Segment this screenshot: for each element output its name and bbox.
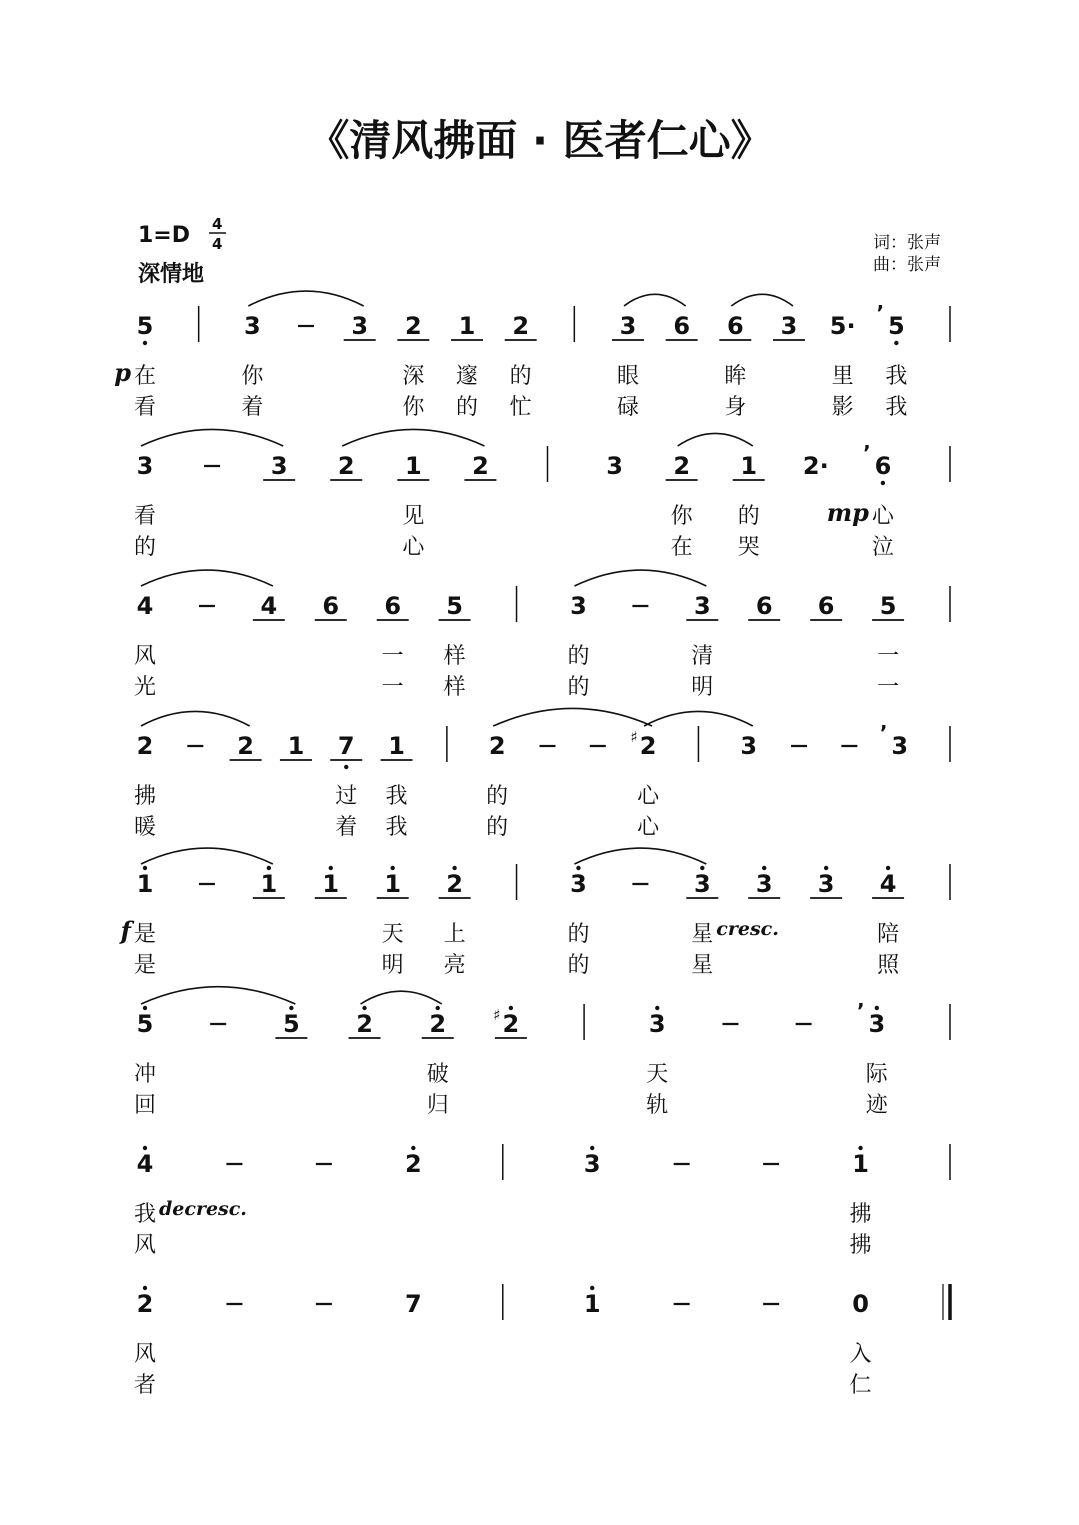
note: 2 bbox=[404, 1150, 422, 1178]
lyric-char: 的 bbox=[133, 535, 157, 560]
dynamic-marking: p bbox=[114, 358, 131, 387]
upper-octave-dot bbox=[875, 1006, 879, 1010]
note: 6 bbox=[726, 312, 744, 340]
upper-octave-dot bbox=[576, 866, 580, 870]
slur-arc bbox=[731, 294, 793, 306]
note: 1 bbox=[740, 452, 758, 480]
upper-octave-dot bbox=[700, 866, 704, 870]
lyric-char: 碌 bbox=[616, 395, 640, 420]
score-line-4 bbox=[134, 708, 950, 840]
upper-octave-dot bbox=[362, 1006, 366, 1010]
note: 1 bbox=[260, 870, 278, 898]
lyric-char: 的 bbox=[486, 784, 509, 809]
lyric-char: 我 bbox=[885, 395, 908, 420]
lyric-char: 哭 bbox=[737, 535, 760, 560]
lyric-char: 星 bbox=[691, 953, 714, 978]
upper-octave-dot bbox=[824, 866, 828, 870]
lyric-char: 破 bbox=[426, 1062, 449, 1087]
slur-arc bbox=[644, 711, 753, 726]
note: 2 bbox=[429, 1010, 447, 1038]
upper-octave-dot bbox=[411, 1146, 415, 1150]
score-lines bbox=[114, 291, 950, 1398]
lyric-char: 我 bbox=[385, 815, 408, 840]
lyric-char: 清 bbox=[691, 644, 714, 669]
score-line-8 bbox=[134, 1284, 950, 1398]
note: 5· bbox=[829, 312, 856, 340]
slur-arc bbox=[141, 570, 273, 586]
note: 1 bbox=[388, 732, 405, 760]
lower-octave-dot bbox=[143, 341, 147, 345]
lyric-char: 着 bbox=[335, 815, 358, 840]
lyric-char: 归 bbox=[426, 1093, 449, 1118]
note: 5 bbox=[446, 592, 463, 620]
lyric-char: 暖 bbox=[133, 815, 157, 840]
lyric-char: 光 bbox=[133, 675, 157, 700]
composer-credit: 曲：张声 bbox=[873, 255, 941, 275]
lyric-char: 我 bbox=[133, 1202, 157, 1227]
note: 3 bbox=[351, 312, 369, 340]
score-line-6 bbox=[134, 987, 950, 1118]
upper-octave-dot bbox=[858, 1146, 862, 1150]
note: 4 bbox=[136, 592, 154, 620]
slur-arc bbox=[574, 570, 706, 586]
note: 1 bbox=[136, 870, 154, 898]
note: 1 bbox=[852, 1150, 869, 1178]
lyric-char: 样 bbox=[443, 644, 466, 669]
lyric-char: 仁 bbox=[849, 1373, 872, 1398]
sharp-accidental: ♯ bbox=[630, 728, 638, 746]
breath-mark: ’ bbox=[876, 301, 885, 325]
lyric-char: 我 bbox=[385, 784, 408, 809]
note: 2· bbox=[802, 452, 829, 480]
lyric-char: 是 bbox=[133, 953, 157, 978]
upper-octave-dot bbox=[590, 1286, 594, 1290]
lyric-char: 拂 bbox=[849, 1233, 872, 1258]
lyric-char: 过 bbox=[335, 784, 358, 809]
upper-octave-dot bbox=[143, 866, 147, 870]
note: 3 bbox=[570, 870, 587, 898]
upper-octave-dot bbox=[452, 866, 456, 870]
lyric-char: 的 bbox=[567, 953, 590, 978]
lyric-char: 看 bbox=[133, 504, 157, 529]
lyric-char: 身 bbox=[724, 395, 747, 420]
lyric-char: 的 bbox=[737, 504, 760, 529]
lyric-char: 泣 bbox=[871, 535, 894, 560]
lower-octave-dot bbox=[344, 765, 348, 769]
lyric-char: 心 bbox=[871, 504, 894, 529]
dynamic-marking: mp bbox=[826, 498, 869, 527]
note: 2 bbox=[356, 1010, 373, 1038]
note: 3 bbox=[891, 732, 909, 760]
note: 3 bbox=[270, 452, 288, 480]
upper-octave-dot bbox=[436, 1006, 440, 1010]
lyric-char: 着 bbox=[241, 395, 264, 420]
note: 2 bbox=[488, 732, 506, 760]
note: 2 bbox=[639, 732, 657, 760]
lyric-char: 你 bbox=[402, 395, 425, 420]
note: 2 bbox=[237, 732, 254, 760]
upper-octave-dot bbox=[329, 866, 333, 870]
score-line-1 bbox=[114, 291, 950, 420]
lyric-char: 天 bbox=[646, 1062, 669, 1087]
lyric-char: 拂 bbox=[133, 784, 157, 809]
slur-arc bbox=[141, 848, 273, 864]
note: 6 bbox=[384, 592, 402, 620]
note: 2 bbox=[136, 1290, 154, 1318]
note: 3 bbox=[868, 1010, 886, 1038]
upper-octave-dot bbox=[655, 1006, 659, 1010]
lyric-char: 你 bbox=[241, 364, 264, 389]
lyric-char: 的 bbox=[455, 395, 479, 420]
dynamic-marking: f bbox=[120, 916, 131, 945]
note: 3 bbox=[136, 452, 154, 480]
note: 6 bbox=[874, 452, 892, 480]
lyric-char: 者 bbox=[133, 1373, 157, 1398]
note: 2 bbox=[446, 870, 463, 898]
slur-arc bbox=[342, 429, 484, 446]
note: 6 bbox=[817, 592, 835, 620]
lyric-char: 心 bbox=[402, 535, 425, 560]
note: 3 bbox=[570, 592, 587, 620]
slur-arc bbox=[361, 991, 442, 1004]
note: 3 bbox=[817, 870, 835, 898]
upper-octave-dot bbox=[509, 1006, 513, 1010]
note: 1 bbox=[287, 732, 305, 760]
note: 5 bbox=[136, 312, 154, 340]
slur-arc bbox=[624, 294, 686, 306]
lyric-char: 风 bbox=[133, 1342, 157, 1367]
expression-marking: decresc. bbox=[159, 1198, 247, 1220]
lyric-char: 在 bbox=[670, 535, 693, 560]
lyric-char: 迹 bbox=[865, 1093, 888, 1118]
note: 3 bbox=[780, 312, 798, 340]
note: 2 bbox=[502, 1010, 520, 1038]
lyric-char: 亮 bbox=[443, 953, 466, 978]
lyric-char: 风 bbox=[133, 644, 157, 669]
lyric-char: 我 bbox=[885, 364, 908, 389]
lyric-char: 上 bbox=[443, 922, 466, 947]
lyric-char: 邃 bbox=[455, 364, 479, 389]
slur-arc bbox=[493, 708, 652, 726]
score-title: 《清风拂面 · 医者仁心》 bbox=[307, 116, 773, 165]
lyric-char: 照 bbox=[877, 953, 900, 978]
slur-arc bbox=[574, 848, 706, 864]
breath-mark: ’ bbox=[857, 999, 865, 1023]
note: 2 bbox=[472, 452, 489, 480]
note: 7 bbox=[337, 732, 355, 760]
slur-arc bbox=[141, 429, 283, 446]
lower-octave-dot bbox=[894, 341, 898, 345]
note: 4 bbox=[136, 1150, 154, 1178]
note: 5 bbox=[879, 592, 897, 620]
note: 1 bbox=[458, 312, 476, 340]
upper-octave-dot bbox=[267, 866, 271, 870]
lyric-char: 冲 bbox=[133, 1062, 157, 1087]
lyric-char: 的 bbox=[567, 644, 590, 669]
note: 4 bbox=[260, 592, 278, 620]
lyric-char: 明 bbox=[381, 953, 404, 978]
upper-octave-dot bbox=[143, 1146, 147, 1150]
upper-octave-dot bbox=[590, 1146, 594, 1150]
lyric-char: 天 bbox=[381, 922, 404, 947]
note: 2 bbox=[136, 732, 154, 760]
score-line-3 bbox=[134, 570, 950, 700]
note: 5 bbox=[136, 1010, 154, 1038]
lyric-char: 一 bbox=[877, 675, 900, 700]
note: 6 bbox=[755, 592, 773, 620]
score-line-7 bbox=[134, 1144, 950, 1258]
note: 7 bbox=[404, 1290, 422, 1318]
lyric-char: 你 bbox=[670, 504, 693, 529]
lyric-char: 陪 bbox=[877, 922, 900, 947]
expression-marking: cresc. bbox=[716, 918, 779, 940]
note: 1 bbox=[384, 870, 402, 898]
note: 5 bbox=[887, 312, 905, 340]
note: 2 bbox=[673, 452, 691, 480]
note: 4 bbox=[879, 870, 897, 898]
sharp-accidental: ♯ bbox=[493, 1006, 501, 1024]
lyric-char: 心 bbox=[637, 815, 660, 840]
note: 5 bbox=[283, 1010, 300, 1038]
lyric-char: 影 bbox=[831, 395, 854, 420]
note: 6 bbox=[322, 592, 340, 620]
tempo-marking: 深情地 bbox=[138, 262, 205, 287]
lyric-char: 在 bbox=[133, 364, 157, 389]
note: 1 bbox=[322, 870, 340, 898]
score-line-2 bbox=[134, 429, 950, 560]
lyric-char: 入 bbox=[849, 1342, 872, 1367]
lyric-char: 样 bbox=[443, 675, 466, 700]
note: 0 bbox=[852, 1290, 869, 1318]
lyric-char: 的 bbox=[486, 815, 509, 840]
note: 1 bbox=[404, 452, 422, 480]
lyric-char: 眼 bbox=[616, 364, 640, 389]
slur-arc bbox=[248, 291, 363, 306]
note: 3 bbox=[693, 870, 711, 898]
breath-mark: ’ bbox=[863, 441, 871, 465]
lower-octave-dot bbox=[881, 481, 885, 485]
note: 3 bbox=[606, 452, 623, 480]
lyric-char: 看 bbox=[133, 395, 157, 420]
upper-octave-dot bbox=[886, 866, 890, 870]
note: 3 bbox=[243, 312, 261, 340]
lyric-char: 一 bbox=[381, 644, 404, 669]
lyricist-credit: 词：张声 bbox=[873, 233, 941, 253]
lyric-char: 见 bbox=[402, 504, 425, 529]
lyric-char: 深 bbox=[402, 364, 425, 389]
lyric-char: 忙 bbox=[509, 395, 532, 420]
note: 2 bbox=[404, 312, 422, 340]
time-signature-bottom: 4 bbox=[212, 235, 223, 253]
score-line-5 bbox=[119, 848, 950, 978]
lyric-char: 拂 bbox=[849, 1202, 872, 1227]
lyric-char: 的 bbox=[567, 922, 590, 947]
slur-arc bbox=[678, 433, 753, 446]
note: 3 bbox=[583, 1150, 601, 1178]
lyric-char: 眸 bbox=[724, 364, 747, 389]
note: 3 bbox=[755, 870, 773, 898]
time-signature-top: 4 bbox=[212, 215, 223, 233]
slur-arc bbox=[141, 711, 250, 726]
upper-octave-dot bbox=[762, 866, 766, 870]
upper-octave-dot bbox=[143, 1006, 147, 1010]
lyric-char: 星 bbox=[691, 922, 714, 947]
breath-mark: ’ bbox=[879, 721, 888, 745]
note: 3 bbox=[648, 1010, 666, 1038]
lyric-char: 一 bbox=[381, 675, 404, 700]
note: 3 bbox=[693, 592, 711, 620]
upper-octave-dot bbox=[390, 866, 394, 870]
lyric-char: 际 bbox=[865, 1062, 888, 1087]
lyric-char: 心 bbox=[637, 784, 660, 809]
note: 2 bbox=[512, 312, 530, 340]
lyric-char: 里 bbox=[831, 364, 854, 389]
note: 2 bbox=[337, 452, 355, 480]
upper-octave-dot bbox=[289, 1006, 293, 1010]
lyric-char: 的 bbox=[567, 675, 590, 700]
note: 3 bbox=[740, 732, 758, 760]
note: 6 bbox=[673, 312, 691, 340]
lyric-char: 明 bbox=[691, 675, 714, 700]
note: 1 bbox=[583, 1290, 601, 1318]
lyric-char: 回 bbox=[133, 1093, 157, 1118]
lyric-char: 是 bbox=[133, 922, 157, 947]
lyric-char: 风 bbox=[133, 1233, 157, 1258]
upper-octave-dot bbox=[143, 1286, 147, 1290]
key-signature: 1=D bbox=[138, 223, 191, 248]
lyric-char: 一 bbox=[877, 644, 900, 669]
slur-arc bbox=[141, 987, 295, 1004]
lyric-char: 轨 bbox=[646, 1093, 669, 1118]
lyric-char: 的 bbox=[509, 364, 532, 389]
note: 3 bbox=[619, 312, 637, 340]
